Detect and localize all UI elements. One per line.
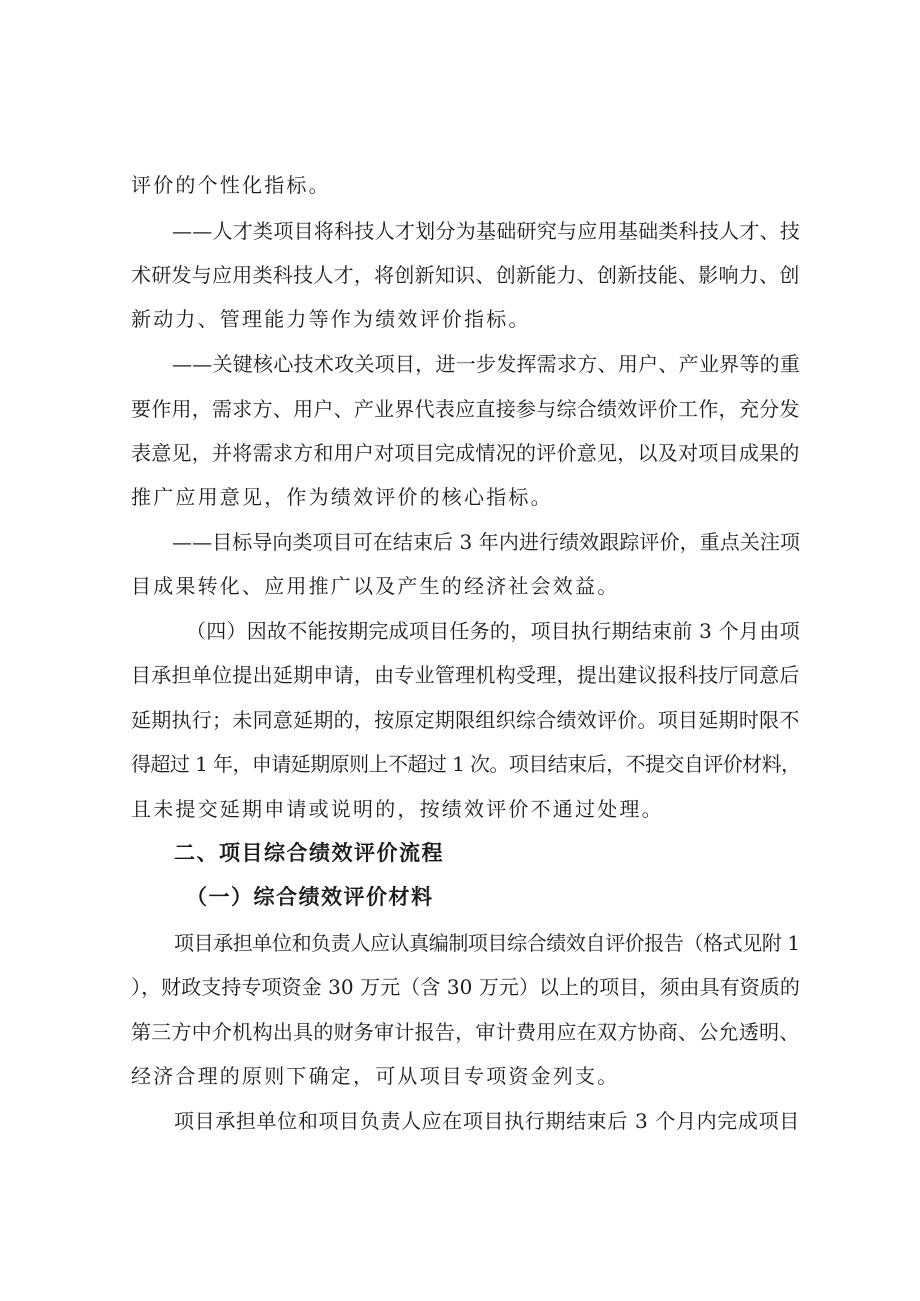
paragraph-line: ——关键核心技术攻关项目，进一步发挥需求方、用户、产业界等的重 — [172, 352, 801, 376]
section-heading: 二、项目综合绩效评价流程 — [174, 841, 444, 865]
paragraph-line: 目成果转化、应用推广以及产生的经济社会效益。 — [131, 574, 620, 598]
paragraph-line: 项目承担单位和负责人应认真编制项目综合绩效自评价报告（格式见附 1 — [174, 931, 800, 955]
paragraph-line: 新动力、管理能力等作为绩效评价指标。 — [131, 307, 531, 331]
paragraph-line: 得超过 1 年，申请延期原则上不超过 1 次。项目结束后，不提交自评价材料， — [131, 752, 801, 776]
paragraph-line: 推广应用意见，作为绩效评价的核心指标。 — [131, 485, 553, 509]
paragraph-line: ），财政支持专项资金 30 万元（含 30 万元）以上的项目，须由具有资质的 — [131, 975, 800, 999]
paragraph-line: 要作用，需求方、用户、产业界代表应直接参与综合绩效评价工作，充分发 — [131, 397, 800, 421]
paragraph-line: ——人才类项目将科技人才划分为基础研究与应用基础类科技人才、技 — [172, 219, 801, 243]
paragraph-line: 术研发与应用类科技人才，将创新知识、创新能力、创新技能、影响力、创 — [131, 263, 800, 287]
paragraph-line: 目承担单位提出延期申请，由专业管理机构受理，提出建议报科技厅同意后 — [131, 663, 800, 687]
paragraph-line: （四）因故不能按期完成项目任务的，项目执行期结束前 3 个月由项 — [186, 619, 800, 643]
paragraph-line: ——目标导向类项目可在结束后 3 年内进行绩效跟踪评价，重点关注项 — [172, 530, 801, 554]
paragraph-line: 第三方中介机构出具的财务审计报告，审计费用应在双方协商、公允透明、 — [131, 1020, 800, 1044]
paragraph-line: 延期执行；未同意延期的，按原定期限组织综合绩效评价。项目延期时限不 — [131, 708, 800, 732]
subsection-heading: （一）综合绩效评价材料 — [186, 885, 434, 909]
paragraph-line: 且未提交延期申请或说明的，按绩效评价不通过处理。 — [131, 797, 664, 821]
paragraph-line: 经济合理的原则下确定，可从项目专项资金列支。 — [131, 1064, 620, 1088]
paragraph-line: 评价的个性化指标。 — [131, 173, 331, 197]
paragraph-line: 表意见，并将需求方和用户对项目完成情况的评价意见，以及对项目成果的 — [131, 441, 800, 465]
paragraph-line: 项目承担单位和项目负责人应在项目执行期结束后 3 个月内完成项目 — [174, 1109, 800, 1133]
